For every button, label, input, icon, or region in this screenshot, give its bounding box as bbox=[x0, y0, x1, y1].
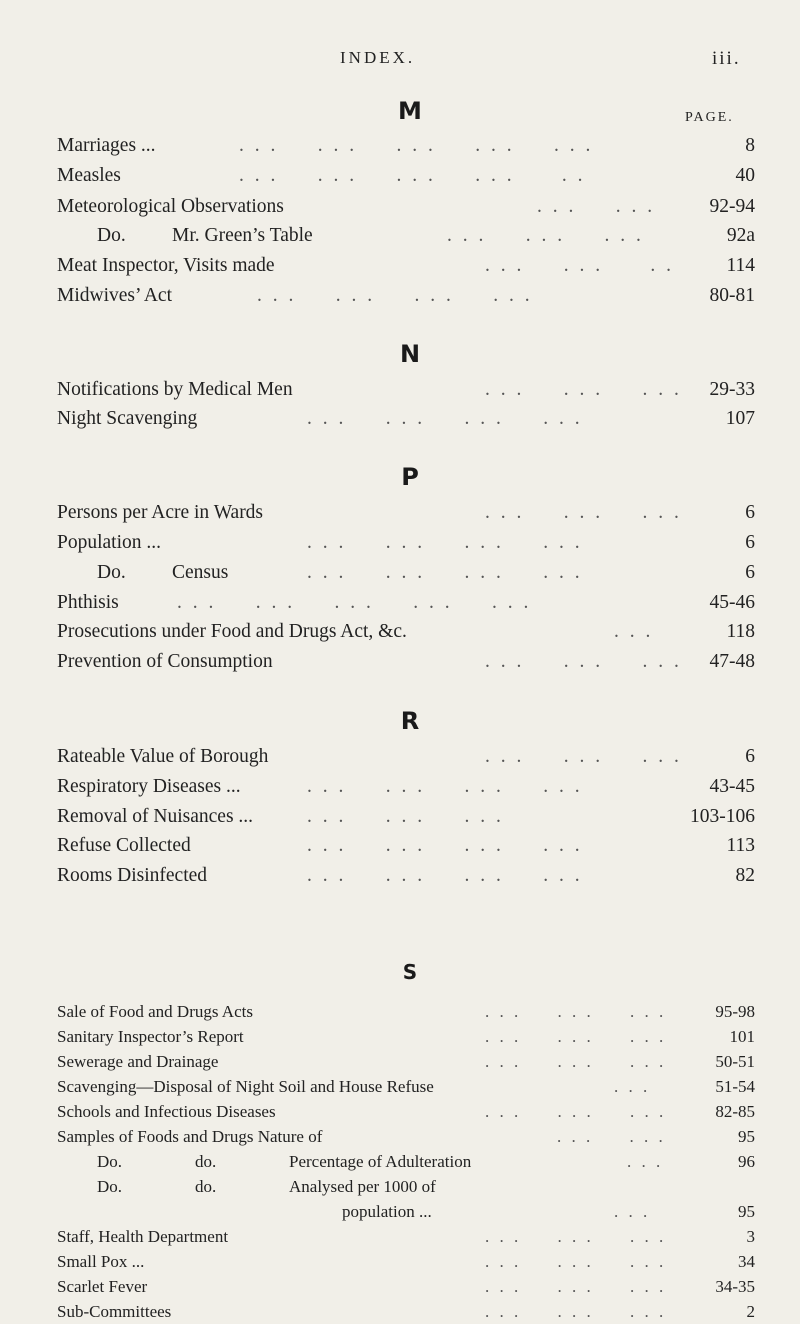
leader-dots: . . . . . . . . . bbox=[485, 651, 682, 672]
entry-text: Prevention of Consumption bbox=[57, 651, 273, 672]
entry-text: Small Pox ... bbox=[57, 1252, 145, 1271]
index-entry bbox=[57, 1300, 757, 1324]
leader-dots: . . . bbox=[614, 621, 654, 642]
entry-page: 95-98 bbox=[715, 1002, 755, 1021]
index-entry bbox=[57, 1125, 757, 1149]
entry-page: 3 bbox=[746, 1227, 755, 1246]
index-entry bbox=[57, 832, 757, 860]
section-letter-r: R bbox=[400, 707, 420, 735]
leader-dots: . . . bbox=[614, 1077, 651, 1096]
leader-dots: . . . . . . . . . . . . bbox=[307, 835, 583, 856]
entry-text: Meteorological Observations bbox=[57, 196, 284, 217]
leader-dots: . . . . . . bbox=[537, 196, 656, 217]
entry-text: Midwives’ Act bbox=[57, 285, 173, 306]
entry-text: Meat Inspector, Visits made bbox=[57, 255, 275, 276]
entry-text: Sale of Food and Drugs Acts bbox=[57, 1002, 253, 1021]
section-letter-n: N bbox=[399, 340, 421, 368]
index-entry bbox=[57, 162, 757, 190]
index-entry bbox=[57, 1025, 757, 1049]
page-column-label: PAGE. bbox=[685, 110, 734, 125]
leader-dots: . . . . . . . . . bbox=[485, 1252, 667, 1271]
page-folio: iii. bbox=[712, 48, 741, 69]
index-entry bbox=[57, 773, 757, 801]
section-letter-m: M bbox=[398, 97, 422, 125]
ditto-mark: Do. bbox=[97, 562, 126, 583]
entry-page: 92-94 bbox=[709, 196, 755, 217]
leader-dots: . . . . . . . . . . . . bbox=[307, 532, 583, 553]
entry-text: Rooms Disinfected bbox=[57, 865, 208, 886]
entry-text: Persons per Acre in Wards bbox=[57, 502, 264, 523]
entry-text: Schools and Infectious Diseases bbox=[57, 1102, 276, 1121]
leader-dots: . . . . . . . . . bbox=[485, 1027, 667, 1046]
leader-dots: . . . . . . . . . bbox=[485, 1302, 667, 1321]
index-entry bbox=[57, 1050, 757, 1074]
index-entry bbox=[57, 1075, 757, 1099]
leader-dots: . . . . . . . . . bbox=[485, 1102, 667, 1121]
index-entry bbox=[57, 1150, 757, 1174]
ditto-mark: Do. bbox=[97, 1152, 123, 1171]
section-letter-s: S bbox=[402, 960, 418, 984]
leader-dots: . . . . . . . . . . . . bbox=[307, 562, 583, 583]
leader-dots: . . . . . . . . . . . . . . . bbox=[239, 135, 594, 156]
ditto-mark: Do. bbox=[97, 1177, 123, 1196]
entry-text: Measles bbox=[57, 165, 121, 186]
leader-dots: . . . bbox=[614, 1202, 651, 1221]
entry-text: Samples of Foods and Drugs Nature of bbox=[57, 1127, 323, 1146]
entry-page: 45-46 bbox=[709, 592, 755, 613]
leader-dots: . . . . . . . . . . . . . . bbox=[239, 165, 586, 186]
entry-page: 95 bbox=[738, 1127, 755, 1146]
leader-dots: . . . . . . bbox=[557, 1127, 666, 1146]
entry-page: 50-51 bbox=[715, 1052, 755, 1071]
entry-text: Sanitary Inspector’s Report bbox=[57, 1027, 244, 1046]
index-entry bbox=[57, 862, 757, 890]
index-entry bbox=[57, 618, 757, 646]
entry-page: 2 bbox=[746, 1302, 755, 1321]
index-entry bbox=[57, 132, 757, 160]
entry-page: 82 bbox=[735, 865, 755, 886]
section-letter-p: P bbox=[401, 463, 419, 491]
entry-page: 114 bbox=[726, 255, 755, 276]
entry-page: 40 bbox=[735, 165, 755, 186]
entry-page: 8 bbox=[745, 135, 755, 156]
index-entry bbox=[57, 282, 757, 310]
index-entry bbox=[57, 803, 757, 831]
entry-page: 43-45 bbox=[709, 776, 755, 797]
index-entry bbox=[57, 405, 757, 433]
ditto-mark: do. bbox=[195, 1152, 217, 1171]
entry-page: 51-54 bbox=[715, 1077, 755, 1096]
leader-dots: . . . . . . . . . bbox=[447, 225, 644, 246]
leader-dots: . . . . . . . . . bbox=[485, 1277, 667, 1296]
leader-dots: . . . . . . . . . bbox=[307, 806, 504, 827]
entry-text: Scarlet Fever bbox=[57, 1277, 148, 1296]
entry-text: Notifications by Medical Men bbox=[57, 379, 293, 400]
entry-page: 34 bbox=[738, 1252, 755, 1271]
entry-page: 80-81 bbox=[709, 285, 755, 306]
index-entry-continuation bbox=[57, 1200, 757, 1224]
leader-dots: . . . . . . . . . bbox=[485, 1052, 667, 1071]
running-title: INDEX. bbox=[340, 48, 416, 67]
index-entry bbox=[57, 559, 757, 587]
entry-page: 101 bbox=[729, 1027, 755, 1046]
leader-dots: . . . . . . . . . . . . bbox=[307, 408, 583, 429]
index-entry bbox=[57, 499, 757, 527]
entry-text: Sewerage and Drainage bbox=[57, 1052, 219, 1071]
entry-text: Percentage of Adulteration bbox=[289, 1152, 472, 1171]
entry-page: 6 bbox=[745, 502, 755, 523]
ditto-mark: do. bbox=[195, 1177, 217, 1196]
entry-text: Census bbox=[172, 562, 229, 583]
entry-page: 95 bbox=[738, 1202, 755, 1221]
leader-dots: . . . . . . . . . bbox=[485, 1227, 667, 1246]
index-entry bbox=[57, 1275, 757, 1299]
entry-page: 6 bbox=[745, 562, 755, 583]
entry-page: 29-33 bbox=[709, 379, 755, 400]
ditto-mark: Do. bbox=[97, 225, 126, 246]
entry-text: Rateable Value of Borough bbox=[57, 746, 269, 767]
entry-text: Respiratory Diseases ... bbox=[57, 776, 241, 797]
entry-page: 103-106 bbox=[690, 806, 755, 827]
entry-page: 113 bbox=[726, 835, 755, 856]
entry-page: 107 bbox=[725, 408, 755, 429]
leader-dots: . . . . . . . . . bbox=[485, 1002, 667, 1021]
leader-dots: . . . . . . . . . bbox=[485, 379, 682, 400]
entry-text: Phthisis bbox=[57, 592, 119, 613]
entry-text: Marriages ... bbox=[57, 135, 156, 156]
leader-dots: . . . . . . . . . bbox=[485, 746, 682, 767]
leader-dots: . . . bbox=[627, 1152, 664, 1171]
entry-text: Analysed per 1000 of bbox=[289, 1177, 436, 1196]
page-header bbox=[0, 48, 800, 78]
index-entry bbox=[57, 1225, 757, 1249]
index-entry bbox=[57, 1175, 757, 1199]
entry-page: 118 bbox=[726, 621, 755, 642]
entry-page: 96 bbox=[738, 1152, 755, 1171]
leader-dots: . . . . . . . . bbox=[485, 255, 674, 276]
entry-page: 47-48 bbox=[709, 651, 755, 672]
entry-page: 6 bbox=[745, 532, 755, 553]
entry-text: Removal of Nuisances ... bbox=[57, 806, 254, 827]
index-entry bbox=[57, 648, 757, 676]
index-entry bbox=[57, 1000, 757, 1024]
entry-page: 82-85 bbox=[715, 1102, 755, 1121]
index-entry bbox=[57, 222, 757, 250]
entry-page: 34-35 bbox=[715, 1277, 755, 1296]
entry-text: Refuse Collected bbox=[57, 835, 191, 856]
leader-dots: . . . . . . . . . . . . bbox=[307, 865, 583, 886]
index-entry bbox=[57, 376, 757, 404]
entry-text: population ... bbox=[342, 1202, 432, 1221]
index-entry bbox=[57, 529, 757, 557]
entry-text: Staff, Health Department bbox=[57, 1227, 229, 1246]
leader-dots: . . . . . . . . . . . . bbox=[307, 776, 583, 797]
entry-text: Scavenging—Disposal of Night Soil and House Refuse bbox=[57, 1077, 434, 1096]
leader-dots: . . . . . . . . . bbox=[485, 502, 682, 523]
entry-text: Sub-Committees bbox=[57, 1302, 172, 1321]
leader-dots: . . . . . . . . . . . . . . . bbox=[177, 592, 532, 613]
index-entry bbox=[57, 1100, 757, 1124]
index-entry bbox=[57, 589, 757, 617]
index-entry bbox=[57, 252, 757, 280]
leader-dots: . . . . . . . . . . . . bbox=[257, 285, 533, 306]
entry-text: Mr. Green’s Table bbox=[172, 225, 313, 246]
entry-text: Prosecutions under Food and Drugs Act, &c. bbox=[57, 621, 407, 642]
entry-text: Night Scavenging bbox=[57, 408, 198, 429]
entry-page: 6 bbox=[745, 746, 755, 767]
entry-page: 92a bbox=[726, 225, 755, 246]
index-entry bbox=[57, 1250, 757, 1274]
index-entry bbox=[57, 193, 757, 221]
index-entry bbox=[57, 743, 757, 771]
entry-text: Population ... bbox=[57, 532, 162, 553]
